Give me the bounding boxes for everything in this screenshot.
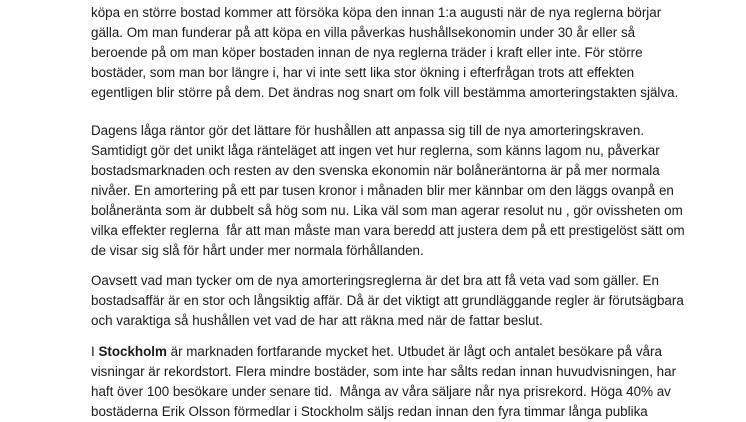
text-line: de visar sig slå för hårt under mer normala förhållanden. <box>91 243 424 258</box>
text-line: Dagens låga räntor gör det lättare för hushållen att anpassa sig till de nya amorteringskraven. <box>91 123 645 138</box>
text-line: bostadsaffär är en stor och långsiktig affär. Då är det viktigt att grundläggande regler är förutsägbara <box>91 293 684 308</box>
text-line: nivåer. En amortering på ett par tusen kronor i månaden blir mer kännbar om den läggs ovanpå en <box>91 183 674 198</box>
text-line: Samtidigt gör det unikt låga ränteläget att ingen vet hur reglerna, som känns lagom nu, påverkar <box>91 143 660 158</box>
text-line: gälla. Om man funderar på att köpa en villa påverkas hushållsekonomin under 30 år eller så <box>91 25 636 40</box>
line-prefix: I <box>91 344 99 359</box>
text-line: visningar är rekordstort. Flera mindre bostäder, som inte har sålts redan innan huvudvisningen, har <box>91 364 677 379</box>
text-line <box>91 342 662 362</box>
text-line: bostäder, som man bor längre i, har vi inte sett lika stor ökning i efterfrågan trots att effekten <box>91 65 635 80</box>
text-line: köpa en större bostad kommer att försöka köpa den innan 1:a augusti när de nya reglerna börjar <box>91 5 662 20</box>
text-line: haft över 100 besökare under senare tid. Många av våra säljare når nya prisrekord. Höga 40% av <box>91 384 671 399</box>
text-line: bolåneränta som är dubbelt så hög som nu. Lika väl som man agerar resolut nu , gör ovissheten om <box>91 203 683 218</box>
text-line: vilka effekter reglerna får att man måste man vara beredd att justera dem på ett prestigelöst sätt om <box>91 223 685 238</box>
text-line: och varaktiga så hushållen vet vad de har att räkna med när de fattar beslut. <box>91 313 543 328</box>
city-name-bold: Stockholm <box>98 344 167 359</box>
text-line: bostadsmarknaden och resten av den svenska ekonomin när bolåneräntorna är på mer normala <box>91 163 660 178</box>
text-line: beroende på om man köper bostaden innan de nya reglerna träder i kraft eller inte. För större <box>91 45 643 60</box>
text-line: bostäderna Erik Olsson förmedlar i Stockholm säljs redan innan den fyra timmar långa publika <box>91 404 648 419</box>
line-rest: är marknaden fortfarande mycket het. Utbudet är lågt och antalet besökare på våra <box>166 344 662 359</box>
text-line: Oavsett vad man tycker om de nya amorteringsreglerna är det bra att få veta vad som gäller. En <box>91 273 659 288</box>
text-line: egentligen blir större på dem. Det ändras nog snart om folk vill bestämma amorteringstakten själva. <box>91 85 679 100</box>
